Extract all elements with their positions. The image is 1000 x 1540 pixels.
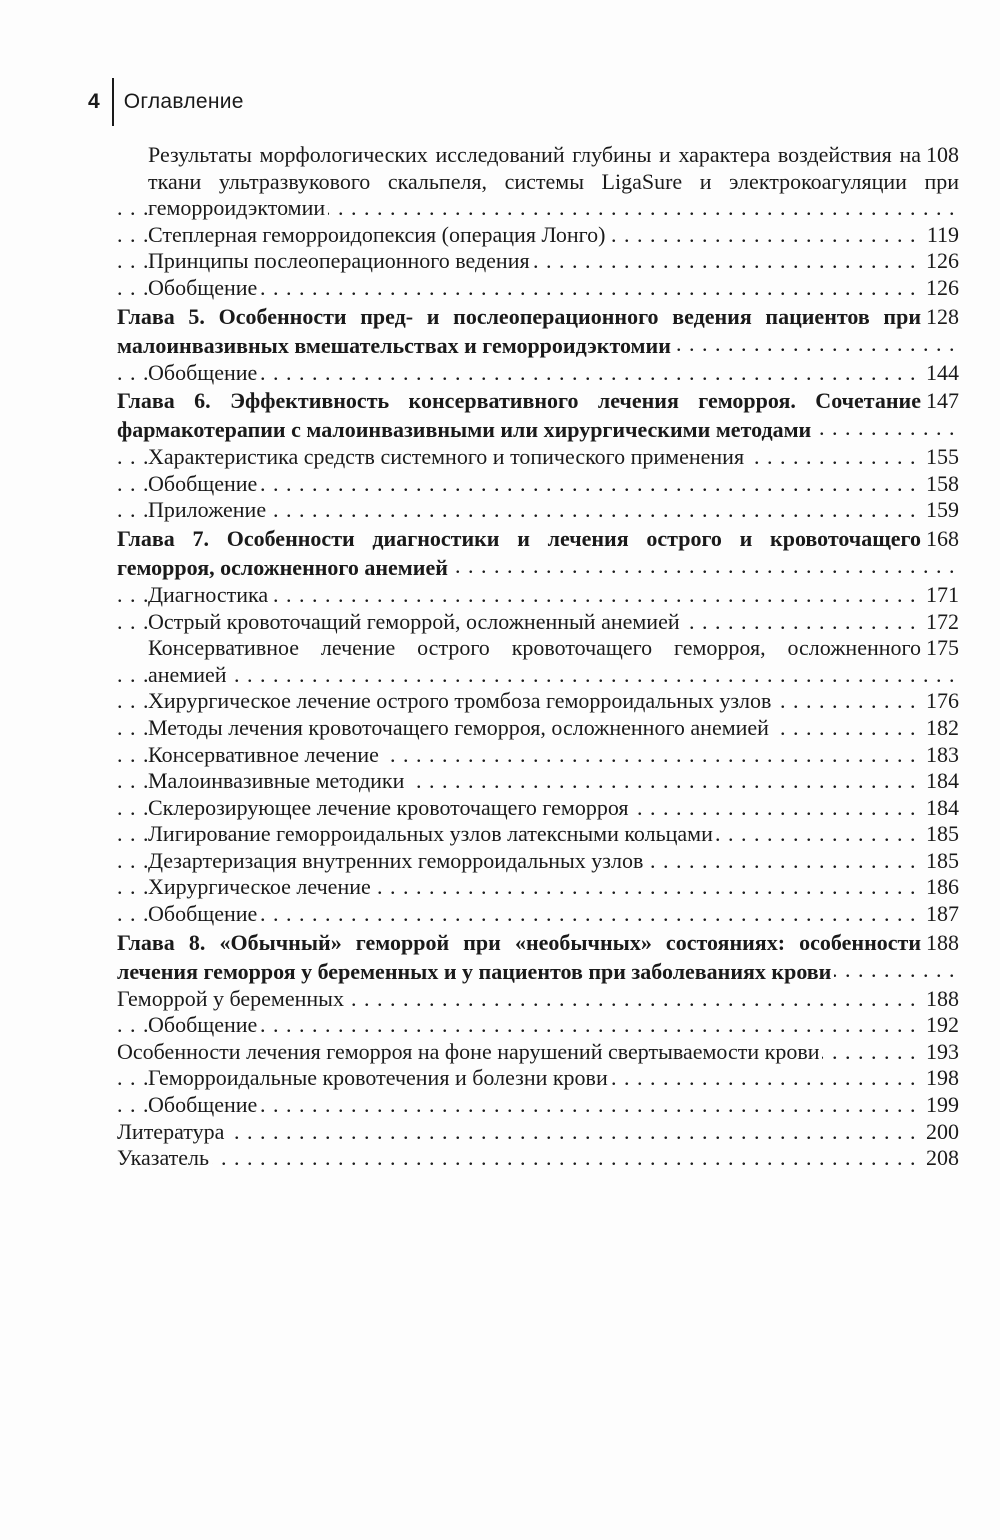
toc-entry (117, 795, 959, 822)
toc-chapter-entry (117, 302, 959, 360)
toc-entry-title: Степлерная геморроидопексия (операция Лонго) (148, 222, 608, 247)
toc-entry (117, 360, 959, 387)
toc-entry (117, 1092, 959, 1119)
toc-page-number: 208 (921, 1145, 959, 1172)
toc-page-number: 187 (921, 901, 959, 928)
toc-page-number: 172 (921, 609, 959, 636)
toc-entry (117, 1012, 959, 1039)
toc-entry-title: Лигирование геморроидальных узлов латексными кольцами (148, 821, 716, 846)
header-divider (112, 78, 114, 126)
toc-chapter-entry (117, 386, 959, 444)
toc-page-number: 176 (921, 688, 959, 715)
toc-page-number: 155 (921, 444, 959, 471)
toc-entry-title: Обобщение (148, 360, 260, 385)
toc-entry (117, 142, 959, 222)
toc-page-number: 186 (921, 874, 959, 901)
toc-entry-title: Диагностика (148, 582, 271, 607)
toc-entry-title: Геморроидальные кровотечения и болезни крови (148, 1065, 611, 1090)
toc-page-number: 126 (921, 248, 959, 275)
toc-page-number: 184 (921, 795, 959, 822)
toc-entry (117, 1119, 959, 1146)
toc-entry-title: Обобщение (148, 1092, 260, 1117)
toc-entry (117, 742, 959, 769)
toc-page-number: 188 (921, 928, 959, 957)
toc-entry (117, 222, 959, 249)
toc-page-number: 188 (921, 986, 959, 1013)
toc-entry (117, 1065, 959, 1092)
toc-entry-title: Обобщение (148, 471, 260, 496)
toc-entry (117, 1145, 959, 1172)
running-header (88, 78, 244, 126)
toc-page-number: 185 (921, 848, 959, 875)
toc-entry (117, 715, 959, 742)
toc-entry (117, 248, 959, 275)
toc-entry (117, 986, 959, 1013)
toc-entry-title: Обобщение (148, 275, 260, 300)
toc-entry-title: Геморрой у беременных (117, 986, 347, 1011)
toc-page-number: 199 (921, 1092, 959, 1119)
toc-page-number: 147 (921, 386, 959, 415)
toc-page-number: 171 (921, 582, 959, 609)
toc-entry-title: Обобщение (148, 1012, 260, 1037)
toc-page-number: 108 (921, 142, 959, 169)
running-title: Оглавление (123, 90, 244, 113)
page-number: 4 (88, 90, 100, 113)
toc-entry (117, 848, 959, 875)
toc-page-number: 183 (921, 742, 959, 769)
toc-page-number: 159 (921, 497, 959, 524)
toc-entry (117, 444, 959, 471)
toc-page-number: 144 (921, 360, 959, 387)
toc-page-number: 184 (921, 768, 959, 795)
toc-entry-title: Хирургическое лечение острого тромбоза геморроидальных узлов (148, 688, 774, 713)
toc-entry-title: Консервативное лечение (148, 742, 382, 767)
toc-page-number: 182 (921, 715, 959, 742)
toc-entry-title: Малоинвазивные методики (148, 768, 407, 793)
toc-entry (117, 768, 959, 795)
toc-entry (117, 635, 959, 688)
toc-chapter-title: Глава 6. Эффективность консервативного лечения геморроя. Сочетание фармакотерапии с малоинвазивными или хирургическими методами (117, 388, 921, 443)
toc-chapter-title: Глава 5. Особенности пред- и послеоперационного ведения пациентов при малоинвазивных вмешательствах и геморроидэктомии (117, 303, 921, 358)
toc-page-number: 119 (922, 222, 959, 249)
toc-entry (117, 821, 959, 848)
toc-entry-title: Литература (117, 1119, 227, 1144)
table-of-contents (117, 142, 959, 1172)
toc-entry (117, 582, 959, 609)
toc-entry-title: Дезартеризация внутренних геморроидальных узлов (148, 848, 646, 873)
toc-entry-title: Методы лечения кровоточащего геморроя, осложненного анемией (148, 715, 772, 740)
toc-entry-title: Обобщение (148, 901, 260, 926)
toc-page-number: 198 (921, 1065, 959, 1092)
toc-page-number: 175 (921, 635, 959, 662)
toc-entry-title: Принципы послеоперационного ведения (148, 248, 533, 273)
toc-chapter-entry (117, 928, 959, 986)
toc-entry-title: Указатель (117, 1145, 212, 1170)
toc-entry (117, 275, 959, 302)
toc-page-number: 128 (921, 302, 959, 331)
toc-entry-title: Консервативное лечение острого кровоточащего геморроя, осложненного анемией (148, 635, 921, 687)
toc-page-number: 193 (921, 1039, 959, 1066)
toc-page-number: 158 (921, 471, 959, 498)
toc-entry-title: Результаты морфологических исследований глубины и характера воздействия на ткани ультразвукового скальпеля, системы LigaSure и электрокоагуляции при геморроидэктомии (148, 142, 959, 221)
toc-entry (117, 497, 959, 524)
toc-entry-title: Склерозирующее лечение кровоточащего геморроя (148, 795, 632, 820)
toc-entry (117, 688, 959, 715)
toc-page-number: 126 (921, 275, 959, 302)
toc-entry-title: Хирургическое лечение (148, 874, 374, 899)
toc-entry (117, 901, 959, 928)
toc-entry-title: Острый кровоточащий геморрой, осложненный анемией (148, 609, 683, 634)
toc-entry (117, 609, 959, 636)
toc-entry (117, 1039, 959, 1066)
toc-chapter-entry (117, 524, 959, 582)
toc-page-number: 168 (921, 524, 959, 553)
toc-chapter-title: Глава 7. Особенности диагностики и лечения острого и кровоточащего геморроя, осложненного анемией (117, 525, 921, 580)
toc-entry (117, 471, 959, 498)
toc-page-number: 185 (921, 821, 959, 848)
toc-page-number: 192 (921, 1012, 959, 1039)
toc-page-number: 200 (921, 1119, 959, 1146)
toc-chapter-title: Глава 8. «Обычный» геморрой при «необычных» состояниях: особенности лечения геморроя у беременных и у пациентов при заболеваниях крови (117, 929, 921, 984)
toc-entry (117, 874, 959, 901)
toc-entry-title: Особенности лечения геморроя на фоне нарушений свертываемости крови (117, 1039, 822, 1064)
toc-entry-title: Характеристика средств системного и топического применения (148, 444, 747, 469)
toc-entry-title: Приложение (148, 497, 269, 522)
